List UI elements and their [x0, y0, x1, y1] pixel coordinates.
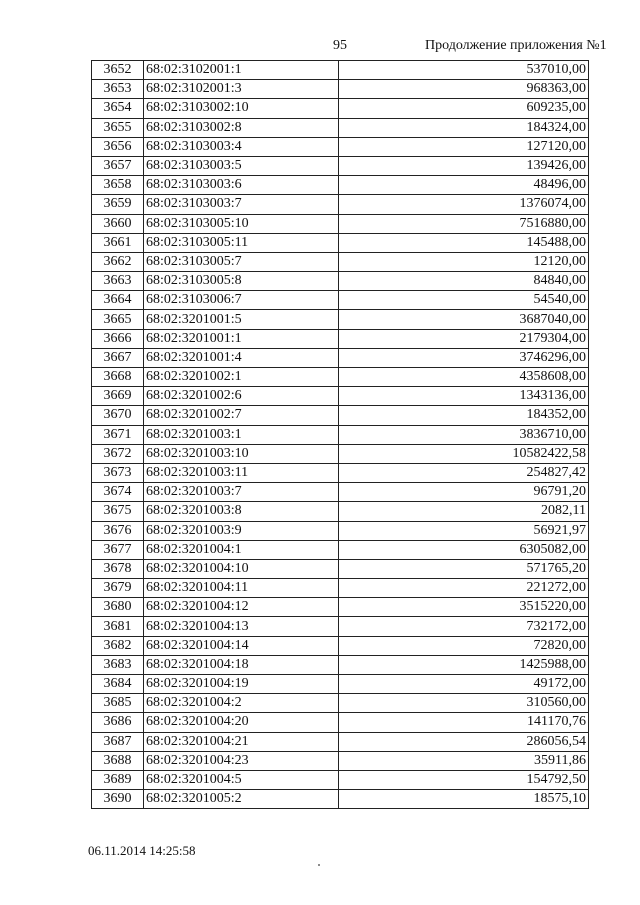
cadastral-number-cell: 68:02:3103003:5 [144, 156, 339, 175]
cadastral-number-cell: 68:02:3201004:12 [144, 598, 339, 617]
cadastral-number-cell: 68:02:3103003:7 [144, 195, 339, 214]
row-number-cell: 3673 [92, 463, 144, 482]
row-number-cell: 3680 [92, 598, 144, 617]
cadastral-number-cell: 68:02:3201005:2 [144, 790, 339, 809]
table-row [92, 156, 589, 175]
row-number-cell: 3668 [92, 368, 144, 387]
row-number-cell: 3688 [92, 751, 144, 770]
table-row [92, 425, 589, 444]
table-row [92, 617, 589, 636]
table-row [92, 579, 589, 598]
cadastral-value-cell: 3515220,00 [339, 598, 589, 617]
cadastral-number-cell: 68:02:3103002:10 [144, 99, 339, 118]
row-number-cell: 3653 [92, 80, 144, 99]
row-number-cell: 3687 [92, 732, 144, 751]
row-number-cell: 3682 [92, 636, 144, 655]
row-number-cell: 3674 [92, 483, 144, 502]
row-number-cell: 3661 [92, 233, 144, 252]
table-row [92, 675, 589, 694]
row-number-cell: 3671 [92, 425, 144, 444]
table-row [92, 329, 589, 348]
cadastral-number-cell: 68:02:3201001:1 [144, 329, 339, 348]
table-row [92, 176, 589, 195]
table-row [92, 521, 589, 540]
cadastral-number-cell: 68:02:3103003:4 [144, 137, 339, 156]
cadastral-value-cell: 139426,00 [339, 156, 589, 175]
cadastral-value-cell: 286056,54 [339, 732, 589, 751]
table-row [92, 387, 589, 406]
cadastral-value-cell: 48496,00 [339, 176, 589, 195]
table-row [92, 483, 589, 502]
table-row [92, 713, 589, 732]
cadastral-number-cell: 68:02:3201004:23 [144, 751, 339, 770]
cadastral-value-cell: 3687040,00 [339, 310, 589, 329]
table-row [92, 732, 589, 751]
row-number-cell: 3662 [92, 252, 144, 271]
table-row [92, 751, 589, 770]
cadastral-number-cell: 68:02:3201004:14 [144, 636, 339, 655]
row-number-cell: 3683 [92, 655, 144, 674]
scan-artifact-dot [318, 864, 320, 866]
cadastral-number-cell: 68:02:3103006:7 [144, 291, 339, 310]
row-number-cell: 3686 [92, 713, 144, 732]
row-number-cell: 3685 [92, 694, 144, 713]
cadastral-value-cell: 1376074,00 [339, 195, 589, 214]
cadastral-value-cell: 72820,00 [339, 636, 589, 655]
cadastral-value-cell: 7516880,00 [339, 214, 589, 233]
cadastral-value-cell: 310560,00 [339, 694, 589, 713]
cadastral-value-table [91, 60, 589, 809]
cadastral-value-cell: 141170,76 [339, 713, 589, 732]
row-number-cell: 3665 [92, 310, 144, 329]
table-row [92, 694, 589, 713]
row-number-cell: 3658 [92, 176, 144, 195]
cadastral-value-cell: 84840,00 [339, 272, 589, 291]
cadastral-value-cell: 18575,10 [339, 790, 589, 809]
table-row [92, 80, 589, 99]
appendix-caption: Продолжение приложения №1 [425, 38, 607, 53]
row-number-cell: 3660 [92, 214, 144, 233]
table-row [92, 790, 589, 809]
row-number-cell: 3655 [92, 118, 144, 137]
table-row [92, 195, 589, 214]
row-number-cell: 3663 [92, 272, 144, 291]
cadastral-number-cell: 68:02:3201003:7 [144, 483, 339, 502]
table-row [92, 463, 589, 482]
table-row [92, 252, 589, 271]
table-row [92, 559, 589, 578]
cadastral-number-cell: 68:02:3201004:13 [144, 617, 339, 636]
table-row [92, 61, 589, 80]
cadastral-number-cell: 68:02:3201002:6 [144, 387, 339, 406]
cadastral-value-cell: 3836710,00 [339, 425, 589, 444]
cadastral-number-cell: 68:02:3201001:4 [144, 348, 339, 367]
cadastral-value-cell: 54540,00 [339, 291, 589, 310]
table-row [92, 655, 589, 674]
page-number: 95 [333, 38, 347, 53]
row-number-cell: 3678 [92, 559, 144, 578]
table-row [92, 502, 589, 521]
cadastral-number-cell: 68:02:3201002:1 [144, 368, 339, 387]
table-row [92, 118, 589, 137]
cadastral-number-cell: 68:02:3201004:21 [144, 732, 339, 751]
cadastral-number-cell: 68:02:3103005:10 [144, 214, 339, 233]
cadastral-number-cell: 68:02:3201002:7 [144, 406, 339, 425]
cadastral-number-cell: 68:02:3201004:20 [144, 713, 339, 732]
cadastral-number-cell: 68:02:3102001:1 [144, 61, 339, 80]
cadastral-number-cell: 68:02:3201004:5 [144, 770, 339, 789]
cadastral-value-cell: 35911,86 [339, 751, 589, 770]
cadastral-value-cell: 2179304,00 [339, 329, 589, 348]
row-number-cell: 3669 [92, 387, 144, 406]
cadastral-value-cell: 537010,00 [339, 61, 589, 80]
cadastral-value-cell: 3746296,00 [339, 348, 589, 367]
row-number-cell: 3684 [92, 675, 144, 694]
row-number-cell: 3675 [92, 502, 144, 521]
table-row [92, 540, 589, 559]
row-number-cell: 3666 [92, 329, 144, 348]
row-number-cell: 3689 [92, 770, 144, 789]
row-number-cell: 3679 [92, 579, 144, 598]
cadastral-value-cell: 56921,97 [339, 521, 589, 540]
cadastral-number-cell: 68:02:3201001:5 [144, 310, 339, 329]
cadastral-value-cell: 184352,00 [339, 406, 589, 425]
row-number-cell: 3690 [92, 790, 144, 809]
cadastral-number-cell: 68:02:3103002:8 [144, 118, 339, 137]
row-number-cell: 3681 [92, 617, 144, 636]
cadastral-value-cell: 571765,20 [339, 559, 589, 578]
cadastral-value-cell: 6305082,00 [339, 540, 589, 559]
cadastral-number-cell: 68:02:3201003:11 [144, 463, 339, 482]
table-row [92, 444, 589, 463]
table-row [92, 137, 589, 156]
cadastral-value-cell: 732172,00 [339, 617, 589, 636]
row-number-cell: 3670 [92, 406, 144, 425]
table-row [92, 636, 589, 655]
cadastral-number-cell: 68:02:3103003:6 [144, 176, 339, 195]
cadastral-number-cell: 68:02:3103005:11 [144, 233, 339, 252]
table-row [92, 310, 589, 329]
row-number-cell: 3654 [92, 99, 144, 118]
table-row [92, 99, 589, 118]
cadastral-number-cell: 68:02:3103005:8 [144, 272, 339, 291]
cadastral-value-cell: 184324,00 [339, 118, 589, 137]
table-row [92, 272, 589, 291]
row-number-cell: 3672 [92, 444, 144, 463]
row-number-cell: 3676 [92, 521, 144, 540]
cadastral-number-cell: 68:02:3201004:10 [144, 559, 339, 578]
cadastral-value-cell: 127120,00 [339, 137, 589, 156]
cadastral-value-cell: 10582422,58 [339, 444, 589, 463]
cadastral-number-cell: 68:02:3103005:7 [144, 252, 339, 271]
print-timestamp: 06.11.2014 14:25:58 [88, 843, 196, 858]
row-number-cell: 3664 [92, 291, 144, 310]
cadastral-number-cell: 68:02:3201004:18 [144, 655, 339, 674]
cadastral-value-cell: 2082,11 [339, 502, 589, 521]
table-row [92, 598, 589, 617]
cadastral-value-cell: 4358608,00 [339, 368, 589, 387]
table-row [92, 214, 589, 233]
cadastral-value-cell: 221272,00 [339, 579, 589, 598]
table-body [92, 61, 589, 809]
row-number-cell: 3677 [92, 540, 144, 559]
cadastral-number-cell: 68:02:3201004:11 [144, 579, 339, 598]
cadastral-number-cell: 68:02:3201003:9 [144, 521, 339, 540]
cadastral-value-cell: 145488,00 [339, 233, 589, 252]
cadastral-value-cell: 1343136,00 [339, 387, 589, 406]
table-row [92, 368, 589, 387]
table-row [92, 291, 589, 310]
table-row [92, 770, 589, 789]
cadastral-number-cell: 68:02:3201003:8 [144, 502, 339, 521]
cadastral-value-cell: 12120,00 [339, 252, 589, 271]
cadastral-number-cell: 68:02:3201004:1 [144, 540, 339, 559]
cadastral-number-cell: 68:02:3201003:10 [144, 444, 339, 463]
row-number-cell: 3667 [92, 348, 144, 367]
table-row [92, 348, 589, 367]
cadastral-value-cell: 1425988,00 [339, 655, 589, 674]
cadastral-value-cell: 49172,00 [339, 675, 589, 694]
cadastral-value-cell: 609235,00 [339, 99, 589, 118]
cadastral-value-cell: 254827,42 [339, 463, 589, 482]
cadastral-number-cell: 68:02:3201004:19 [144, 675, 339, 694]
cadastral-value-cell: 96791,20 [339, 483, 589, 502]
row-number-cell: 3659 [92, 195, 144, 214]
row-number-cell: 3657 [92, 156, 144, 175]
cadastral-number-cell: 68:02:3102001:3 [144, 80, 339, 99]
cadastral-number-cell: 68:02:3201003:1 [144, 425, 339, 444]
row-number-cell: 3656 [92, 137, 144, 156]
cadastral-number-cell: 68:02:3201004:2 [144, 694, 339, 713]
table-row [92, 406, 589, 425]
cadastral-value-cell: 154792,50 [339, 770, 589, 789]
table-row [92, 233, 589, 252]
row-number-cell: 3652 [92, 61, 144, 80]
cadastral-value-cell: 968363,00 [339, 80, 589, 99]
